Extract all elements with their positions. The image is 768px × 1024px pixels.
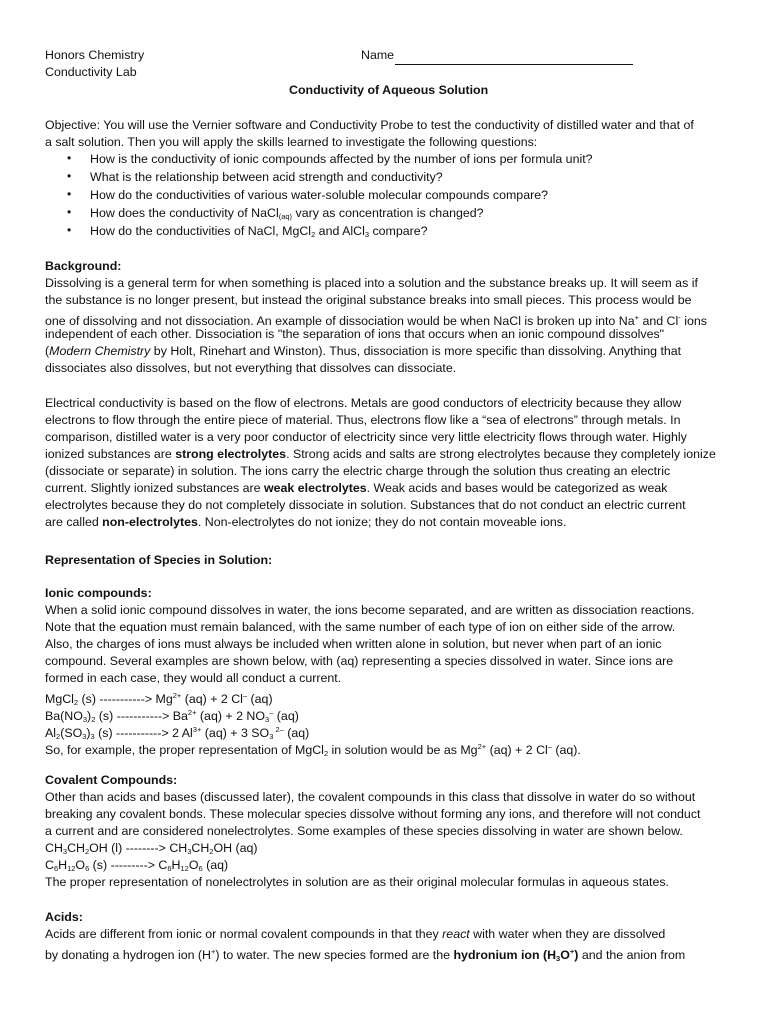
background-p1-line: Dissolving is a general term for when something is placed into a solution and the substance breaks up. It will seem as if	[45, 276, 698, 290]
ionic-line: When a solid ionic compound dissolves in water, the ions become separated, and are written as dissociation reactions.	[45, 603, 695, 617]
question-5: How do the conductivities of NaCl, MgCl$_2$ and AlCl$_3$ compare?	[90, 224, 428, 239]
question-3: How do the conductivities of various water-soluble molecular compounds compare?	[90, 188, 548, 202]
background-p1-line: independent of each other. Dissociation is "the separation of ions that occurs when an ionic compound dissolves"	[45, 327, 665, 341]
background-p1-line: (Modern Chemistry by Holt, Rinehart and Winston). Thus, dissociation is more specific than dissolving. Anything that	[45, 344, 682, 358]
covalent-line: breaking any covalent bonds. These molecular species dissolve without forming any ions, and therefore will not conduct	[45, 807, 701, 821]
background-p2-line: Electrical conductivity is based on the flow of electrons. Metals are good conductors of electricity because they allow	[45, 396, 682, 410]
covalent-line: a current and are considered nonelectrolytes. Some examples of these species dissolving in water are shown below.	[45, 824, 683, 838]
background-p1-line: dissociates also dissolves, but not everything that dissolves can dissociate.	[45, 361, 457, 375]
ionic-equation-1: MgCl$_2$ (s) -----------> $Mg^{2+}$ (aq) + 2 Cl– (aq)	[45, 691, 273, 707]
background-p2-line: electrons to flow through the entire piece of material. Thus, electrons flow like a “sea of electrons” through metals. In	[45, 413, 681, 427]
ionic-line: compound. Several examples are shown below, with (aq) representing a species dissolved in water. Since ions are	[45, 654, 674, 668]
background-p2-line: ionized substances are strong electrolytes. Strong acids and salts are strong electrolytes because they completely ionize	[45, 447, 716, 461]
name-label: Name	[361, 48, 395, 62]
background-heading: Background:	[45, 259, 122, 273]
name-blank-line	[395, 63, 633, 65]
page-title: Conductivity of Aqueous Solution	[289, 83, 489, 97]
background-p1-line: one of dissolving and not dissociation. An example of dissociation would be when NaCl is broken up into Na+ and Cl- ions	[45, 313, 707, 328]
covalent-equation-1: $CH_3CH_2OH$ (l) --------> $CH_3CH_2OH$ (aq)	[45, 841, 258, 856]
background-p2-line: comparison, distilled water is a very poor conductor of electricity since very little electricity flows through water. Highly	[45, 430, 687, 444]
bullet-icon: •	[67, 205, 72, 219]
ionic-line: formed in each case, they would all conduct a current.	[45, 671, 342, 685]
lab-name: Conductivity Lab	[45, 65, 137, 79]
bullet-icon: •	[67, 187, 72, 201]
acids-line: Acids are different from ionic or normal covalent compounds in that they react with water when they are dissolved	[45, 927, 666, 941]
background-p2-line: (dissociate or separate) in solution. The ions carry the electric charge through the solution thus creating an electric	[45, 464, 671, 478]
course-name: Honors Chemistry	[45, 48, 145, 62]
ionic-example-line: So, for example, the proper representation of MgCl$_2$ in solution would be as $Mg^{2+}$ (aq) + 2 Cl– (aq).	[45, 742, 581, 758]
bullet-icon: •	[67, 223, 72, 237]
covalent-line: Other than acids and bases (discussed later), the covalent compounds in this class that dissolve in water do so without	[45, 790, 696, 804]
ionic-heading: Ionic compounds:	[45, 586, 152, 600]
acids-heading: Acids:	[45, 910, 83, 924]
question-2: What is the relationship between acid strength and conductivity?	[90, 170, 443, 184]
background-p2-line: current. Slightly ionized substances are weak electrolytes. Weak acids and bases would be categorized as weak	[45, 481, 668, 495]
ionic-equation-3: $Al_2(SO_3)_3$ (s) -----------> 2 $Al^{3+}$ (aq) + 3 $SO_3$ $^{2-}$ (aq)	[45, 725, 310, 741]
objective-line-2: a salt solution. Then you will apply the skills learned to investigate the following questions:	[45, 135, 538, 149]
bullet-icon: •	[67, 151, 72, 165]
covalent-equation-2: $C_6H_{12}O_6$ (s) ---------> $C_6H_{12}O_6$ (aq)	[45, 858, 229, 873]
representation-heading: Representation of Species in Solution:	[45, 553, 273, 567]
question-4: How does the conductivity of NaCl$_{(aq)}$ vary as concentration is changed?	[90, 206, 484, 221]
acids-line: by donating a hydrogen ion (H+) to water. The new species formed are the hydronium ion $(H_3O^+)$ and the anion from	[45, 947, 686, 963]
covalent-line: The proper representation of nonelectrolytes in solution are as their original molecular formulas in aqueous states.	[45, 875, 670, 889]
objective-line-1: Objective: You will use the Vernier software and Conductivity Probe to test the conductivity of distilled water and that of	[45, 118, 694, 132]
question-1: How is the conductivity of ionic compounds affected by the number of ions per formula unit?	[90, 152, 593, 166]
covalent-heading: Covalent Compounds:	[45, 773, 178, 787]
background-p2-line: are called non-electrolytes. Non-electrolytes do not ionize; they do not contain moveable ions.	[45, 515, 567, 529]
ionic-line: Also, the charges of ions must always be included when written alone in solution, but never when part of an ionic	[45, 637, 662, 651]
bullet-icon: •	[67, 169, 72, 183]
ionic-line: Note that the equation must remain balanced, with the same number of each type of ion on either side of the arrow.	[45, 620, 676, 634]
background-p1-line: the substance is no longer present, but instead the original substance breaks into small pieces. This process would be	[45, 293, 692, 307]
ionic-equation-2: $Ba(NO_3)_2$ (s) -----------> $Ba^{2+}$ (aq) + 2 $NO_3^-$ (aq)	[45, 708, 299, 724]
background-p2-line: electrolytes because they do not completely dissociate in solution. Substances that do not conduct an electric current	[45, 498, 686, 512]
